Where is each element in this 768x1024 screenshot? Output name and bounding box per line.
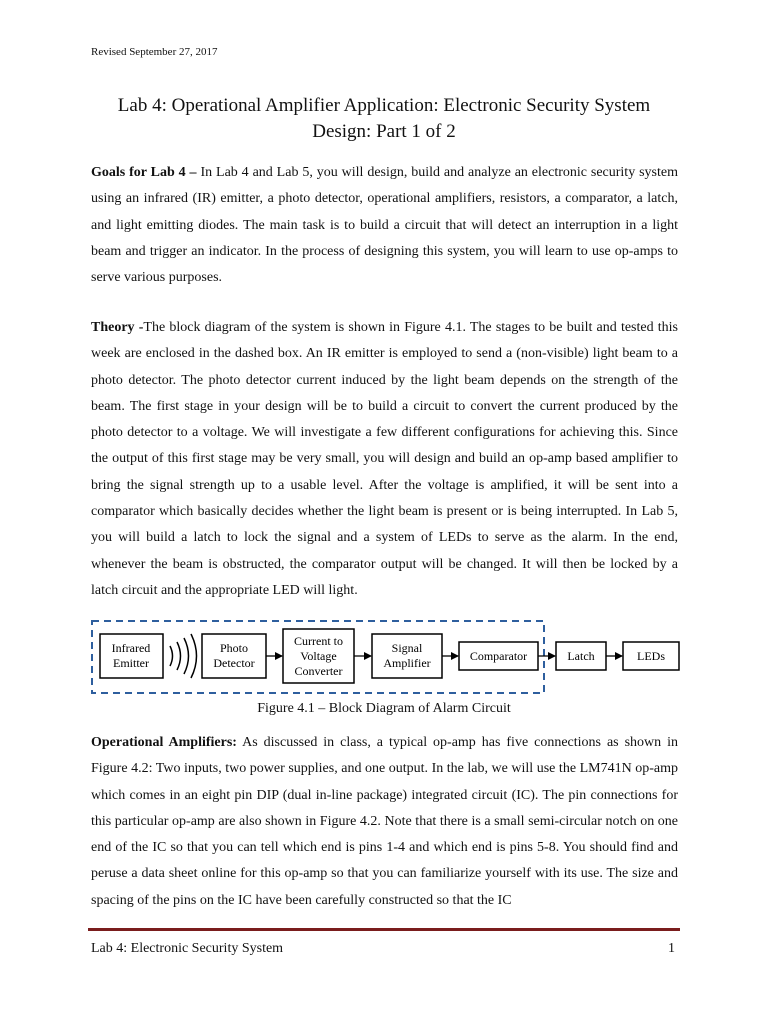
title-line-2: Design: Part 1 of 2 (312, 121, 456, 142)
block-photo-detector (202, 634, 266, 678)
opamp-heading: Operational Amplifiers: (91, 735, 237, 750)
opamp-paragraph (91, 730, 678, 914)
photo-detector-label-2: Detector (213, 656, 255, 670)
leds-label: LEDs (637, 649, 665, 663)
goals-text: In Lab 4 and Lab 5, you will design, build and analyze an electronic security system using an infrared (IR) emitter, a photo detector, operational amplifiers, resistors, a comparator, a latch, and light emitting diodes. The main task is to build a circuit that will detect an interruption in a light beam and trigger an indicator. In the process of designing this system, you will learn to use op-amps to serve various purposes. (91, 165, 678, 286)
theory-heading: Theory - (91, 320, 144, 335)
block-comparator (459, 642, 538, 670)
block-current-to-voltage-converter (283, 629, 354, 683)
page-number: 1 (668, 941, 675, 956)
latch-label: Latch (567, 649, 595, 663)
title-line-1: Lab 4: Operational Amplifier Application: Electronic Security System (117, 95, 651, 116)
infrared-emitter-label-1: Infrared (111, 641, 151, 655)
block-infrared-emitter (100, 634, 163, 678)
block-leds (623, 642, 679, 670)
comparator-label: Comparator (469, 649, 528, 663)
photo-detector-label-1: Photo (219, 641, 249, 655)
converter-label-1: Current to (294, 634, 343, 648)
block-signal-amplifier (372, 634, 442, 678)
revised-date: Revised September 27, 2017 (91, 46, 218, 58)
ir-beam-icon (170, 634, 197, 678)
goals-heading: Goals for Lab 4 – (91, 165, 197, 180)
converter-label-3: Converter (294, 664, 343, 678)
figure-caption: Figure 4.1 – Block Diagram of Alarm Circuit (257, 701, 511, 716)
opamp-text: As discussed in class, a typical op-amp has five connections as shown in Figure 4.2: Two inputs, two power supplies, and one output. In the lab, we will use the LM741N op-amp which comes in an eight pin DIP (dual in-line package) integrated circuit (IC). The pin connections for this particular op-amp are also shown in Figure 4.2. Note that there is a small semi-circular notch on one end of the IC so that you can tell which end is pins 1-4 and which end is pins 5-8. You should find and peruse a data sheet online for this op-amp so that you can familiarize yourself with its use. The size and spacing of the pins on the IC have been carefully constructed so that the IC (91, 735, 678, 908)
converter-label-2: Voltage (300, 649, 337, 663)
signal-amplifier-label-1: Signal (391, 641, 423, 655)
footer-divider (88, 928, 680, 931)
block-latch (556, 642, 606, 670)
footer-title: Lab 4: Electronic Security System (91, 941, 284, 956)
signal-amplifier-label-2: Amplifier (383, 656, 431, 670)
infrared-emitter-label-2: Emitter (113, 656, 149, 670)
theory-text: The block diagram of the system is shown in Figure 4.1. The stages to be built and tested this week are enclosed in the dashed box. An IR emitter is employed to send a (non-visible) light beam to a photo detector. The photo detector current induced by the light beam depends on the strength of the beam. The first stage in your design will be to build a circuit to convert the current produced by the photo detector to a voltage. We will investigate a few different configurations for achieving this. Since the output of this first stage may be very small, you will design and build an op-amp based amplifier to bring the signal strength up to a usable level. After the voltage is amplified, it will be sent into a comparator which basically decides whether the light beam is present or is being interrupted. In Lab 5, you will build a latch to lock the signal and a system of LEDs to serve as the alarm. In the end, whenever the beam is obstructed, the comparator output will be changed. It will then be locked by a latch circuit and the appropriate LED will light. (91, 320, 679, 598)
